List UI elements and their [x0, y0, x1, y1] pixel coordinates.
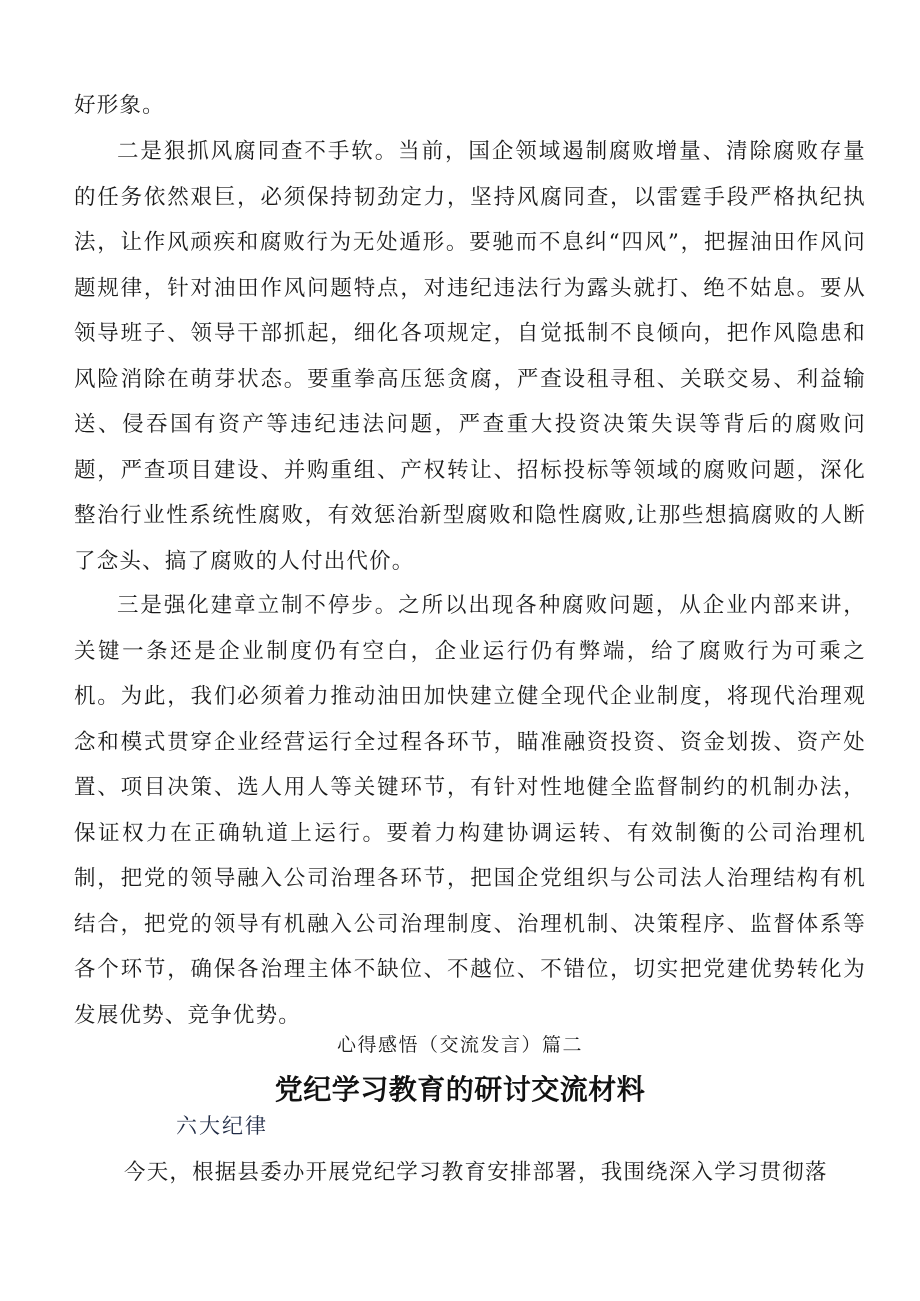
paragraph-point-three: 三是强化建章立制不停步。之所以出现各种腐败问题，从企业内部来讲，关键一条还是企业制度仍有空白，企业运行仍有弊端，给了腐败行为可乘之机。为此，我们必须着力推动油田加快建立健全现代企业制度，将现代治理观念和模式贯穿企业经营运行全过程各环节，瞄准融资投资、资金划拨、资产处置、项目决策、选人用人等关键环节，有针对性地健全监督制约的机制办法，保证权力在正确轨道上运行。要着力构建协调运转、有效制衡的公司治理机制，把党的领导融入公司治理各环节，把国企党组织与公司法人治理结构有机结合，把党的领导有机融入公司治理制度、治理机制、决策程序、监督体系等各个环节，确保各治理主体不缺位、不越位、不错位，切实把党建优势转化为发展优势、竞争优势。: [74, 593, 866, 1028]
paragraph-intro: 今天，根据县委办开展党纪学习教育安排部署，我围绕深入学习贯彻落: [124, 1160, 828, 1185]
paragraph-point-two: 二是狠抓风腐同查不手软。当前，国企领域遏制腐败增量、清除腐败存量的任务依然艰巨，必须保持韧劲定力，坚持风腐同查，以雷霆手段严格执纪执法，让作风顽疾和腐败行为无处遁形。要驰而不息纠“四风”，把握油田作风问题规律，针对油田作风问题特点，对违纪违法行为露头就打、绝不姑息。要从领导班子、领导干部抓起，细化各项规定，自觉抵制不良倾向，把作风隐患和风险消除在萌芽状态。要重拳高压惩贪腐，严查设租寻租、关联交易、利益输送、侵吞国有资产等违纪违法问题，严查重大投资决策失误等背后的腐败问题，严查项目建设、并购重组、产权转让、招标投标等领域的腐败问题，深化整治行业性系统性腐败，有效惩治新型腐败和隐性腐败,让那些想搞腐败的人断了念头、搞了腐败的人付出代价。: [74, 139, 866, 574]
section-subtitle: 心得感悟（交流发言）篇二: [336, 1034, 583, 1056]
section-label: 六大纪律: [176, 1114, 268, 1138]
paragraph-continuation: 好形象。: [74, 93, 165, 118]
document-title: 党纪学习教育的研讨交流材料: [274, 1073, 646, 1106]
